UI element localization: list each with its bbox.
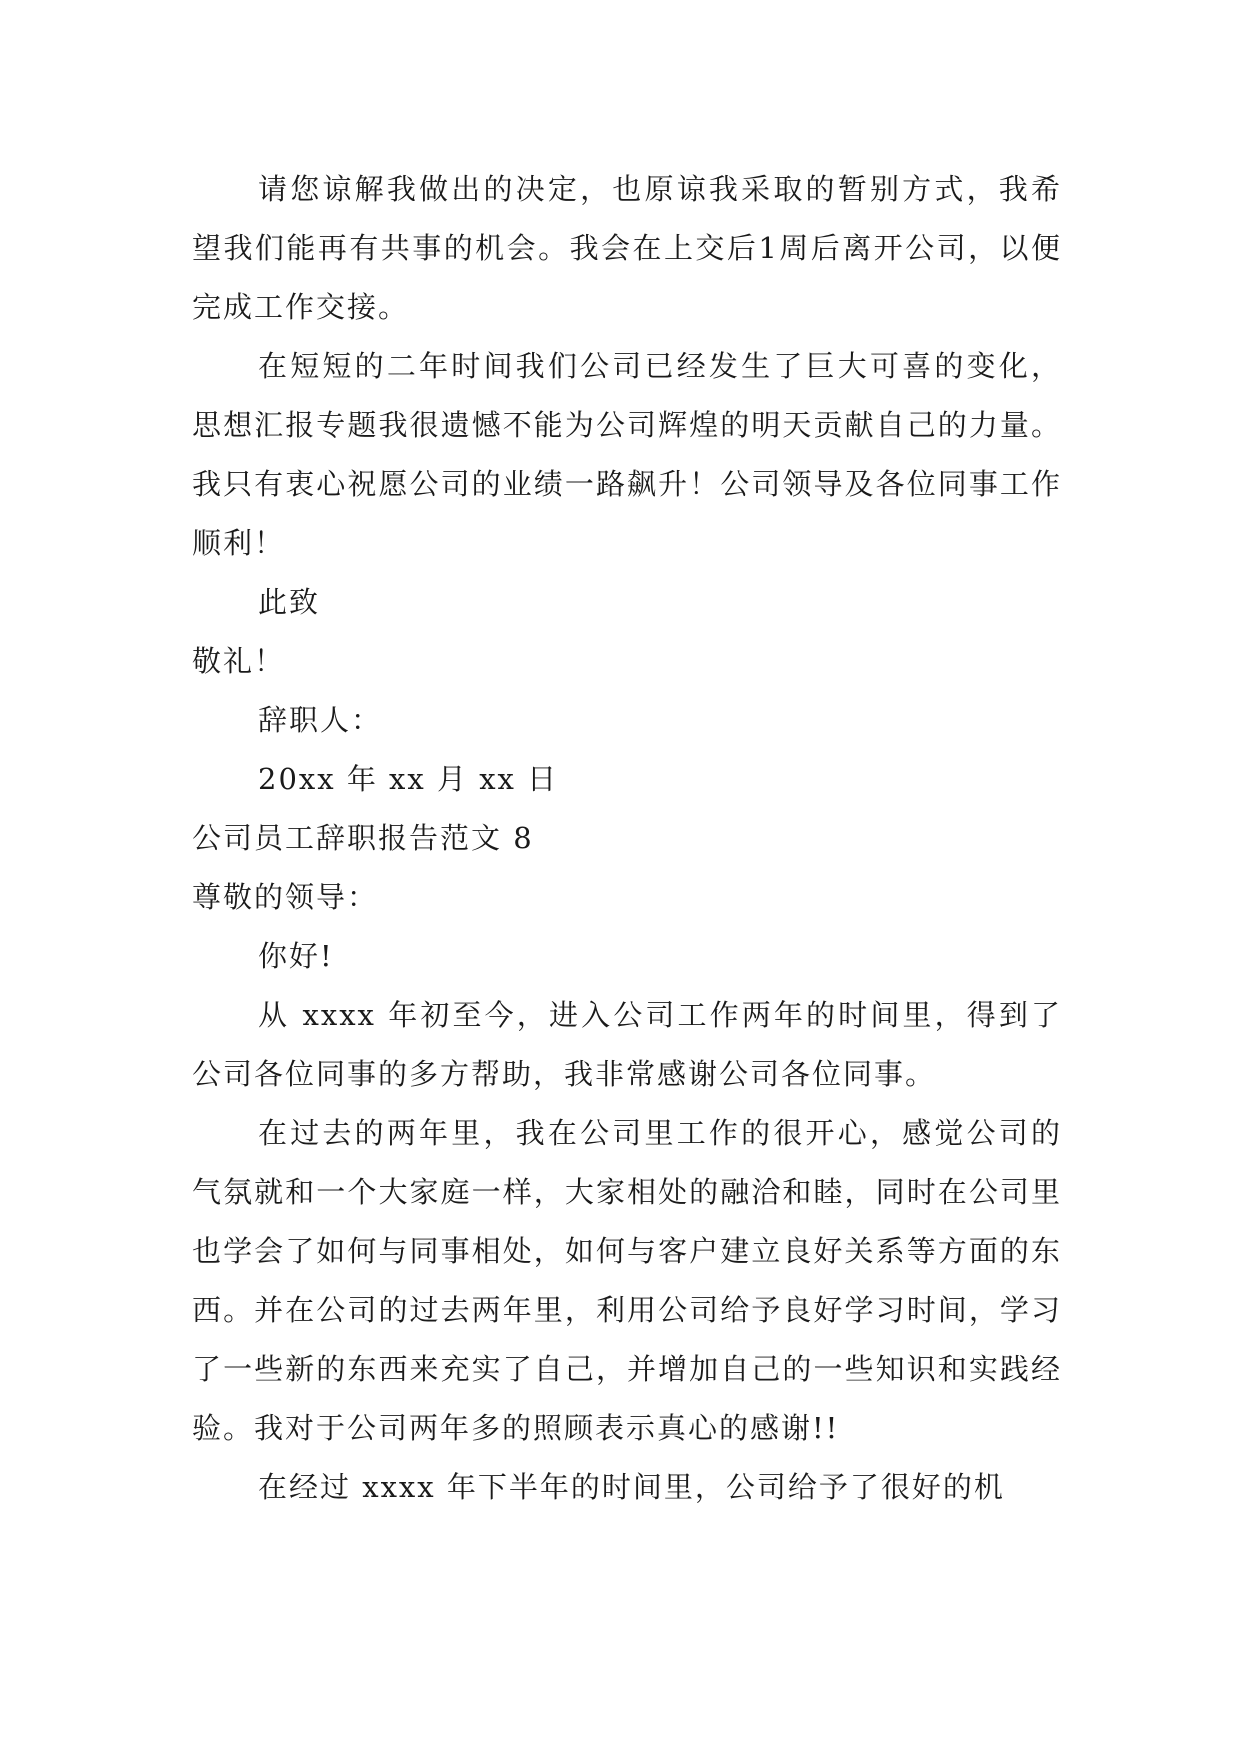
section-title: 公司员工辞职报告范文 8 bbox=[192, 821, 534, 855]
paragraph-intro: 从 xxxx 年初至今，进入公司工作两年的时间里，得到了公司各位同事的多方帮助，我非常感谢公司各位同事。 bbox=[192, 998, 1062, 1091]
salutation: 尊敬的领导： bbox=[192, 880, 379, 914]
paragraph-past-two-years: 在过去的两年里，我在公司里工作的很开心，感觉公司的气氛就和一个大家庭一样，大家相处的融洽和睦，同时在公司里也学会了如何与同事相处，如何与客户建立良好关系等方面的东西。并在公司的过去两年里，利用公司给予良好学习时间，学习了一些新的东西来充实了自己，并增加自己的一些知识和实践经验。我对于公司两年多的照顾表示真心的感谢!! bbox=[192, 1116, 1062, 1445]
paragraph-wishes: 在短短的二年时间我们公司已经发生了巨大可喜的变化，思想汇报专题我很遗憾不能为公司辉煌的明天贡献自己的力量。我只有衷心祝愿公司的业绩一路飙升！公司领导及各位同事工作顺利！ bbox=[192, 349, 1062, 560]
signature-label: 辞职人： bbox=[258, 703, 383, 737]
signature-date: 20xx 年 xx 月 xx 日 bbox=[258, 762, 559, 796]
greeting: 你好! bbox=[258, 939, 334, 973]
closing-cizhi: 此致 bbox=[258, 585, 321, 619]
paragraph-apology: 请您谅解我做出的决定，也原谅我采取的暂别方式，我希望我们能再有共事的机会。我会在上交后1周后离开公司，以便完成工作交接。 bbox=[192, 172, 1062, 324]
closing-jingli: 敬礼！ bbox=[192, 644, 286, 678]
document-body bbox=[192, 160, 1062, 1517]
paragraph-second-half: 在经过 xxxx 年下半年的时间里，公司给予了很好的机 bbox=[258, 1470, 1005, 1504]
